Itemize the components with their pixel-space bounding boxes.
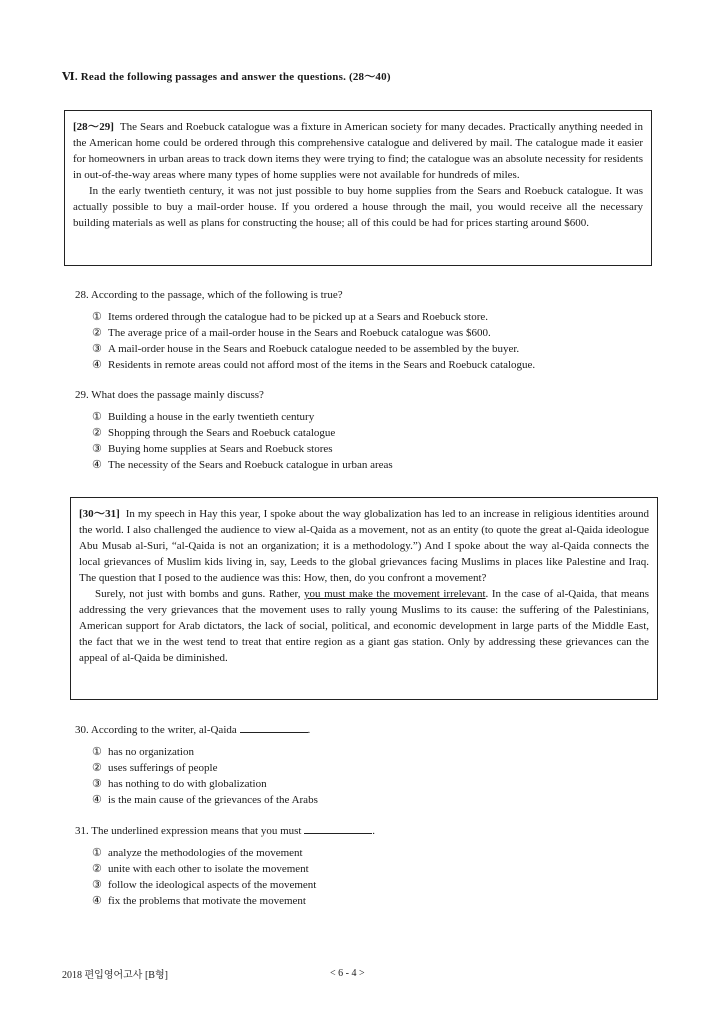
- option-number: ③: [92, 343, 102, 355]
- answer-blank: [240, 722, 308, 733]
- question-31-stem-end: .: [372, 825, 375, 837]
- question-28-option-4[interactable]: [92, 357, 535, 373]
- question-31-stem-text: 31. The underlined expression means that you must: [75, 825, 302, 837]
- option-text: A mail-order house in the Sears and Roebuck catalogue needed to be assembled by the buyer.: [108, 343, 520, 355]
- footer-exam-name: 2018 편입영어고사 [B형]: [62, 970, 168, 981]
- question-30-stem-text: 30. According to the writer, al-Qaida: [75, 724, 237, 736]
- option-number: ③: [92, 443, 102, 455]
- option-text: uses sufferings of people: [108, 762, 218, 774]
- question-30-option-2[interactable]: [92, 760, 318, 776]
- option-text: fix the problems that motivate the movement: [108, 895, 306, 907]
- question-31-stem: [75, 823, 375, 839]
- question-30-options: [75, 744, 318, 808]
- question-30-option-1[interactable]: [92, 744, 318, 760]
- option-number: ①: [92, 311, 102, 323]
- option-number: ②: [92, 863, 102, 875]
- option-number: ①: [92, 411, 102, 423]
- option-number: ④: [92, 794, 102, 806]
- option-text: has nothing to do with globalization: [108, 778, 267, 790]
- passage-box-28-29: [64, 110, 652, 266]
- option-number: ②: [92, 762, 102, 774]
- question-28-option-2[interactable]: [92, 325, 535, 341]
- option-text: Building a house in the early twentieth century: [108, 411, 315, 423]
- passage2-text-1: In my speech in Hay this year, I spoke about the way globalization has led to an increase in religious identities around the world. I also challenged the audience to view al-Qaida as a movement, not as an entity (to quote the great al-Qaida ideologue Abu Musab al-Suri, “al-Qaida is not an organization; it is a methodology.”) And I spoke about the way al-Qaida connects the local grievances of Muslim kids living in, say, Leeds to the global grievances facing Muslims in places like Palestine and Iraq. The question that I posed to the audience was this: How, then, do you confront a movement?: [79, 508, 650, 584]
- question-29-option-1[interactable]: [92, 409, 393, 425]
- option-text: Items ordered through the catalogue had to be picked up at a Sears and Roebuck store.: [108, 311, 488, 323]
- footer-page-indicator: < 6 - 4 >: [330, 968, 365, 979]
- passage1-text-1: The Sears and Roebuck catalogue was a fixture in American society for many decades. Practically anything needed in the American home could be ordered through this comprehensive catalogue and delivered by mail. The catalogue made it easier for homeowners in urban areas to track down items they were trying to find; the catalogue was an absolute necessity for residents in out-of-the-way areas where many types of home supplies were not available for hundreds of miles.: [73, 121, 643, 181]
- passage2-text-2a: Surely, not just with bombs and guns. Rather,: [95, 588, 305, 600]
- question-30: [75, 722, 318, 808]
- option-text: is the main cause of the grievances of the Arabs: [108, 794, 318, 806]
- question-28-option-3[interactable]: [92, 341, 535, 357]
- question-28-options: [75, 309, 535, 373]
- option-text: has no organization: [108, 746, 194, 758]
- question-28-option-1[interactable]: [92, 309, 535, 325]
- section-title: Ⅵ. Read the following passages and answer the questions. (28～40): [62, 71, 391, 83]
- passage2-paragraph-2: [79, 586, 649, 666]
- question-28: [75, 287, 535, 373]
- option-text: Residents in remote areas could not afford most of the items in the Sears and Roebuck catalogue.: [108, 359, 536, 371]
- question-30-stem-end: .: [307, 724, 311, 736]
- underlined-expression: you must make the movement irrelevant: [304, 588, 486, 600]
- question-31-option-1[interactable]: [92, 845, 375, 861]
- passage2-tag: [30～31]: [79, 508, 120, 520]
- option-number: ④: [92, 459, 102, 471]
- question-29-options: [75, 409, 393, 473]
- passage-box-30-31: [70, 497, 658, 700]
- option-text: follow the ideological aspects of the movement: [108, 879, 317, 891]
- question-31-option-4[interactable]: [92, 893, 375, 909]
- option-number: ②: [92, 427, 102, 439]
- question-28-stem: 28. According to the passage, which of the following is true?: [75, 289, 343, 301]
- question-31-option-3[interactable]: [92, 877, 375, 893]
- option-text: Shopping through the Sears and Roebuck catalogue: [108, 427, 336, 439]
- question-31-options: [75, 845, 375, 909]
- option-number: ②: [92, 327, 102, 339]
- option-number: ①: [92, 746, 102, 758]
- question-30-option-4[interactable]: [92, 792, 318, 808]
- option-text: Buying home supplies at Sears and Roebuck stores: [108, 443, 333, 455]
- option-text: The average price of a mail-order house in the Sears and Roebuck catalogue was $600.: [108, 327, 491, 339]
- option-number: ③: [92, 879, 102, 891]
- question-30-stem: [75, 722, 318, 738]
- passage2-text-2b: . In the case of al-Qaida, that means addressing the very grievances that the movement uses to rally young Muslims to its cause: the suffering of the Palestinians, American support for Arab dictators, the lack of social, political, and economic development in large parts of the Middle East, the fact that we in the west tend to treat that entire region as a giant gas station. Only by addressing these grievances can the appeal of al-Qaida be diminished.: [79, 588, 650, 664]
- passage1-tag: [28～29]: [73, 121, 114, 133]
- option-number: ④: [92, 359, 102, 371]
- option-number: ①: [92, 847, 102, 859]
- option-number: ③: [92, 778, 102, 790]
- option-text: unite with each other to isolate the movement: [108, 863, 309, 875]
- passage1-paragraph-1: [73, 119, 643, 183]
- passage1-paragraph-2: In the early twentieth century, it was not just possible to buy home supplies from the Sears and Roebuck catalogue. It was actually possible to buy a mail-order house. If you ordered a house through the mail, you would receive all the necessary building materials as well as plans for constructing the house; all of this could be had for prices starting around $600.: [73, 185, 643, 229]
- question-31: [75, 823, 375, 909]
- option-number: ④: [92, 895, 102, 907]
- question-29-option-2[interactable]: [92, 425, 393, 441]
- question-31-option-2[interactable]: [92, 861, 375, 877]
- answer-blank: [304, 823, 372, 834]
- question-29-stem: 29. What does the passage mainly discuss?: [75, 389, 264, 401]
- question-30-option-3[interactable]: [92, 776, 318, 792]
- question-29-option-4[interactable]: [92, 457, 393, 473]
- question-29: [75, 387, 393, 473]
- option-text: analyze the methodologies of the movement: [108, 847, 303, 859]
- question-29-option-3[interactable]: [92, 441, 393, 457]
- option-text: The necessity of the Sears and Roebuck catalogue in urban areas: [108, 459, 393, 471]
- passage2-paragraph-1: [79, 506, 649, 586]
